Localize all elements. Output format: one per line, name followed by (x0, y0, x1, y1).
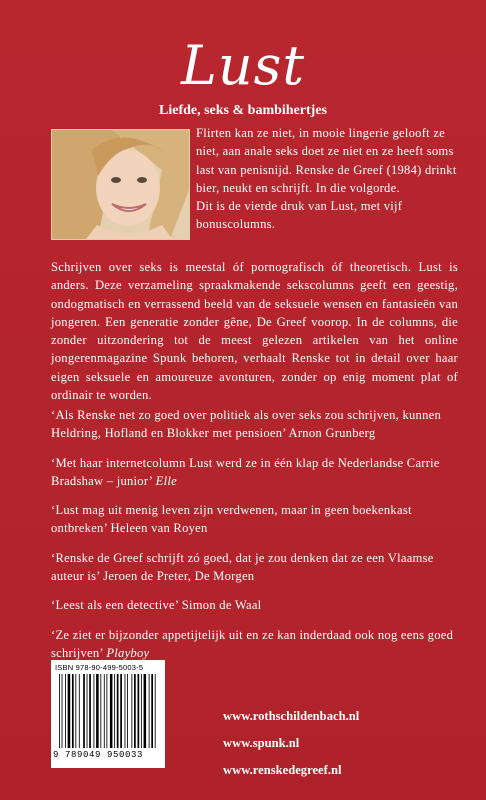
barcode-bar (120, 674, 122, 748)
review-quotes (51, 406, 461, 673)
quote-source: Jeroen de Preter, De Morgen (103, 569, 255, 584)
quote-source: Arnon Grunberg (288, 426, 376, 441)
barcode-bar (134, 674, 136, 748)
review-quote: ‘Met haar internetcolumn Lust werd ze in één klap de Nederlandse Carrie Bradshaw – junior’ Elle (51, 455, 440, 488)
website-link[interactable]: www.rothschildenbach.nl (223, 709, 360, 723)
barcode-bar (138, 674, 140, 748)
barcode-bar (127, 674, 128, 748)
review-quote: ‘Leest als een detective’ Simon de Waal (51, 598, 262, 613)
barcode-bar (106, 674, 107, 748)
barcode-bar (96, 674, 99, 748)
barcode-bar (151, 674, 153, 748)
barcode-bar (114, 674, 115, 748)
isbn-label: ISBN 978-90-499-5003-5 (55, 663, 144, 672)
review-quote: ‘Lust mag uit menig leven zijn verdwenen, maar in geen boekenkast ontbreken’ Heleen van Royen (51, 503, 412, 536)
quote-source: Playboy (106, 645, 150, 660)
barcode-bar (68, 674, 71, 748)
barcode-bar (75, 674, 76, 748)
barcode-bar (144, 674, 147, 748)
book-subtitle: Liefde, seks & bambihertjes (159, 103, 327, 118)
barcode-bar (89, 674, 91, 748)
barcode-bars (57, 674, 161, 750)
barcode-bar (155, 674, 156, 748)
barcode-bar (104, 674, 105, 748)
barcode-bar (110, 674, 113, 748)
barcode-bar (83, 674, 85, 748)
website-link[interactable]: www.spunk.nl (223, 736, 300, 750)
barcode-bar (149, 674, 150, 748)
barcode (51, 660, 165, 768)
intro-paragraph: Flirten kan ze niet, in mooie lingerie gelooft ze niet, aan anale seks doet ze niet en ze heeft soms last van penisnijd. Renske de Greef (1984) drinkt bier, neukt en schrijft. In die volgorde. (196, 126, 457, 195)
barcode-bar (141, 674, 142, 748)
intro-text (196, 124, 458, 234)
barcode-bar (131, 674, 132, 748)
description-paragraph: Schrijven over seks is meestal óf pornografisch óf theoretisch. Lust is anders. Deze verzameling spraakmakende sekscolumns geeft een geestig, ondogmatisch en verrassend beeld van de seksuele wensen en fantasieën van jongeren. Een generatie zonder gêne, De Greef voorop. In de columns, die zonder uitzondering tot de meest gelezen artikelen van het online jongerenmagazine Spunk behoren, verhaalt Renske tot in detail over haar eigen seksuele en amoureuze avonturen, zonder op enig moment plat of ordinair te worden. (51, 260, 458, 403)
barcode-bar (117, 674, 119, 748)
review-quote: ‘Ze ziet er bijzonder appetijtelijk uit en ze kan inderdaad ook nog eens goed schrijven’ Playboy (51, 627, 454, 660)
quote-source: Elle (155, 473, 177, 488)
barcode-bar (87, 674, 88, 748)
review-quote: ‘Renske de Greef schrijft zó goed, dat je zou denken dat ze een Vlaamse auteur is’ Jeroen de Preter, De Morgen (51, 550, 434, 584)
barcode-number: 9 789049 950033 (53, 750, 144, 760)
intro-paragraph: Dit is de vierde druk van Lust, met vijf bonuscolumns. (196, 199, 403, 232)
author-photo (51, 129, 190, 240)
barcode-bar (125, 674, 126, 748)
quote-source: Heleen van Royen (110, 521, 208, 536)
barcode-bar (100, 674, 101, 748)
website-link[interactable]: www.renskedegreef.nl (223, 763, 342, 777)
barcode-bar (79, 674, 80, 748)
review-quote: ‘Als Renske net zo goed over politiek als over seks zou schrijven, kunnen Heldring, Hofland en Blokker met pensioen’ Arnon Grunberg (51, 408, 442, 441)
website-links (223, 703, 359, 784)
barcode-bar (94, 674, 95, 748)
book-title: Lust (180, 34, 306, 97)
barcode-bar (62, 674, 63, 748)
description-text (51, 258, 458, 404)
barcode-bar (72, 674, 74, 748)
quote-source: Simon de Waal (181, 598, 262, 613)
barcode-bar (65, 674, 66, 748)
barcode-bar (59, 674, 60, 748)
